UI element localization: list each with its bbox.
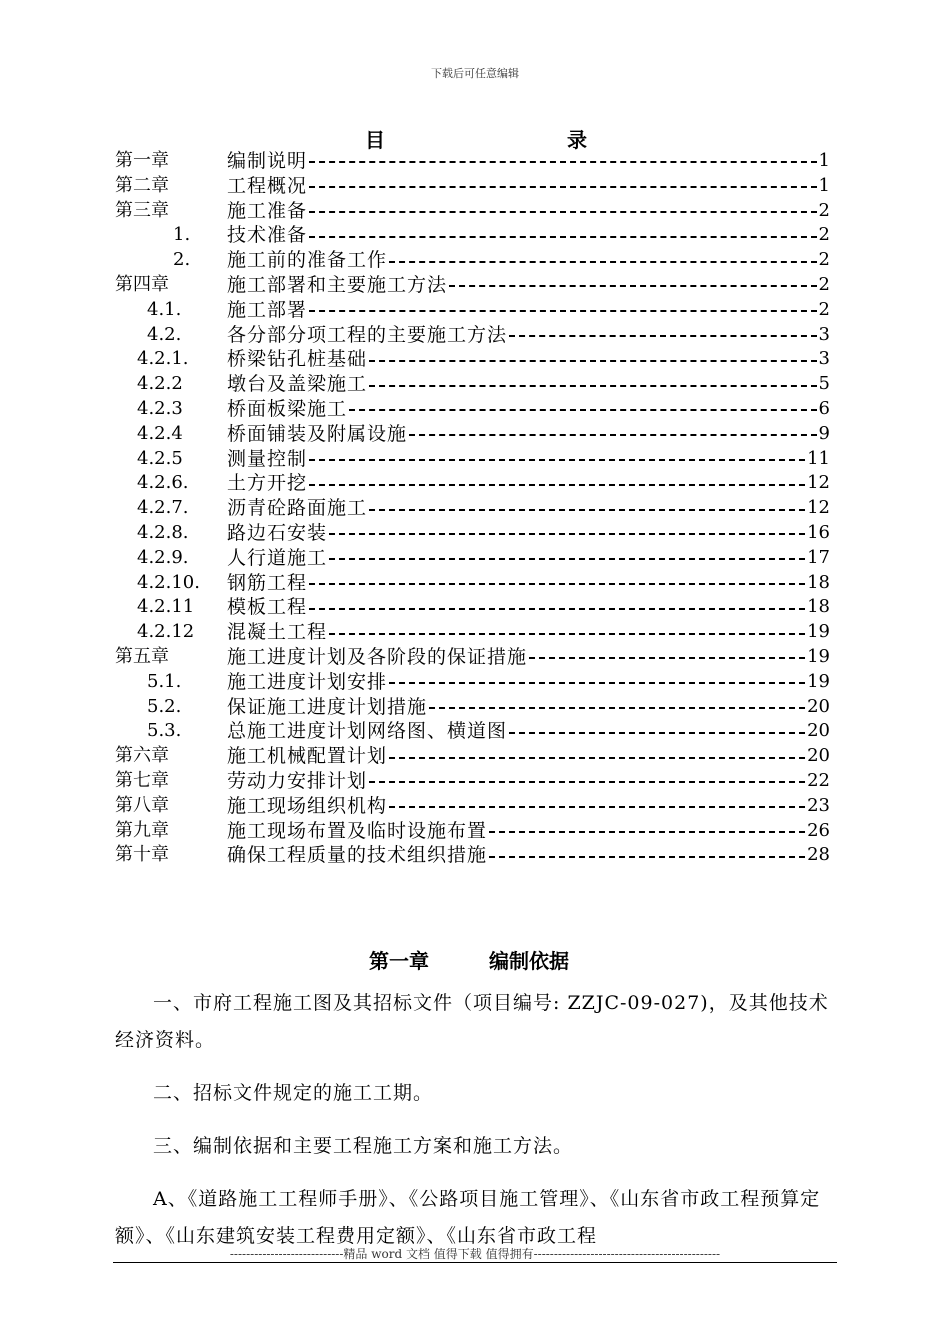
toc-entry-number: 第六章 bbox=[115, 745, 169, 767]
toc-entry-label: 土方开挖 bbox=[227, 472, 308, 495]
toc-entry-page: 20 bbox=[807, 745, 830, 767]
toc-entry[interactable] bbox=[115, 521, 830, 546]
toc-entry-number: 4.2.12 bbox=[137, 621, 195, 643]
toc-entry[interactable] bbox=[115, 447, 830, 472]
toc-leader-line bbox=[309, 236, 817, 238]
toc-entry-page: 20 bbox=[807, 720, 830, 742]
toc-entry-label: 桥面铺装及附属设施 bbox=[227, 422, 408, 445]
toc-entry-page: 1 bbox=[818, 174, 830, 196]
toc-leader-line bbox=[309, 310, 817, 312]
toc-entry-number: 4.2.4 bbox=[137, 422, 183, 444]
toc-entry-page: 3 bbox=[818, 323, 830, 345]
toc-entry-label: 劳动力安排计划 bbox=[227, 769, 368, 792]
toc-entry-page: 28 bbox=[807, 844, 830, 866]
toc-entry-number: 第七章 bbox=[115, 769, 169, 791]
toc-entry[interactable] bbox=[115, 620, 830, 645]
toc-entry-label: 各分部分项工程的主要施工方法 bbox=[227, 323, 508, 346]
chapter-number: 第一章 bbox=[369, 949, 429, 973]
toc-entry-page: 22 bbox=[807, 769, 830, 791]
toc-entry-page: 11 bbox=[807, 447, 830, 469]
toc-entry-number: 4.2. bbox=[147, 323, 182, 345]
toc-leader-line bbox=[309, 583, 805, 585]
toc-entry-number: 4.2.2 bbox=[137, 373, 183, 395]
toc-entry-label: 测量控制 bbox=[227, 447, 308, 470]
toc-entry[interactable] bbox=[115, 595, 830, 620]
toc-leader-line bbox=[409, 434, 817, 436]
toc-entry-page: 16 bbox=[807, 521, 830, 543]
toc-entry-page: 20 bbox=[807, 695, 830, 717]
toc-entry-number: 4.2.1. bbox=[137, 348, 189, 370]
toc-entry-number: 第四章 bbox=[115, 273, 169, 295]
toc-entry[interactable] bbox=[115, 695, 830, 720]
toc-entry-label: 路边石安装 bbox=[227, 521, 328, 544]
toc-entry-number: 1. bbox=[173, 224, 191, 246]
toc-entry-label: 技术准备 bbox=[227, 224, 308, 247]
toc-entry[interactable] bbox=[115, 248, 830, 273]
toc-entry-page: 3 bbox=[818, 348, 830, 370]
toc-entry[interactable] bbox=[115, 273, 830, 298]
toc-entry-label: 确保工程质量的技术组织措施 bbox=[227, 844, 488, 867]
toc-entry-number: 4.2.8. bbox=[137, 521, 189, 543]
toc-leader-line bbox=[369, 781, 805, 783]
toc-entry[interactable] bbox=[115, 496, 830, 521]
toc-entry-label: 施工前的准备工作 bbox=[227, 249, 388, 272]
toc-leader-line bbox=[309, 186, 817, 188]
toc-entry-label: 工程概况 bbox=[227, 174, 308, 197]
toc-leader-line bbox=[389, 682, 805, 684]
toc-entry[interactable] bbox=[115, 199, 830, 224]
toc-entry-page: 1 bbox=[818, 150, 830, 171]
toc-entry[interactable] bbox=[115, 323, 830, 348]
toc-entry-number: 第一章 bbox=[115, 150, 169, 171]
toc-entry-number: 4.2.11 bbox=[137, 596, 195, 618]
toc-leader-line bbox=[329, 558, 805, 560]
toc-entry-label: 模板工程 bbox=[227, 596, 308, 619]
toc-entry-label: 施工部署和主要施工方法 bbox=[227, 273, 448, 296]
toc-entry-page: 2 bbox=[818, 298, 830, 320]
toc-entry-number: 4.2.3 bbox=[137, 397, 183, 419]
toc-leader-line bbox=[429, 707, 805, 709]
toc-entry-number: 4.2.9. bbox=[137, 546, 189, 568]
toc-entry-number: 5.1. bbox=[147, 670, 182, 692]
toc-entry-number: 第三章 bbox=[115, 199, 169, 221]
toc-title-char-2: 录 bbox=[567, 128, 587, 152]
toc-leader-line bbox=[329, 533, 805, 535]
toc-leader-line bbox=[329, 633, 805, 635]
toc-leader-line bbox=[509, 732, 805, 734]
toc-leader-line bbox=[489, 831, 805, 833]
toc-entry-label: 钢筋工程 bbox=[227, 571, 308, 594]
toc-leader-line bbox=[369, 360, 817, 362]
toc-entry[interactable] bbox=[115, 174, 830, 199]
toc-leader-line bbox=[449, 285, 817, 287]
chapter-title: 编制依据 bbox=[489, 949, 569, 973]
toc-entry-page: 9 bbox=[818, 422, 830, 444]
toc-entry[interactable] bbox=[115, 819, 830, 844]
toc-title bbox=[0, 124, 950, 152]
toc-entry-page: 2 bbox=[818, 273, 830, 295]
toc-leader-line bbox=[489, 856, 805, 858]
toc-entry-label: 人行道施工 bbox=[227, 546, 328, 569]
toc-entry-label: 施工进度计划安排 bbox=[227, 670, 388, 693]
toc-leader-line bbox=[309, 161, 817, 163]
toc-entry-page: 19 bbox=[807, 621, 830, 643]
paragraph: A、《道路施工工程师手册》、《公路项目施工管理》、《山东省市政工程预算定额》、《山东建筑安装工程费用定额》、《山东省市政工程 bbox=[115, 1188, 821, 1247]
toc-entry-page: 2 bbox=[818, 224, 830, 246]
toc-entry-page: 6 bbox=[818, 397, 830, 419]
toc-leader-line bbox=[309, 459, 805, 461]
toc-entry-label: 施工部署 bbox=[227, 298, 308, 321]
paragraph: 一、市府工程施工图及其招标文件（项目编号: ZZJC-09-027)，及其他技术经济资料。 bbox=[115, 992, 829, 1051]
toc-entry[interactable] bbox=[115, 149, 830, 174]
toc-leader-line bbox=[349, 409, 817, 411]
toc-entry[interactable] bbox=[115, 670, 830, 695]
toc-entry[interactable] bbox=[115, 372, 830, 397]
table-of-contents bbox=[115, 149, 830, 868]
toc-entry-number: 2. bbox=[173, 249, 191, 271]
toc-entry-page: 18 bbox=[807, 571, 830, 593]
toc-entry-page: 26 bbox=[807, 819, 830, 841]
toc-entry-page: 2 bbox=[818, 249, 830, 271]
toc-entry-page: 2 bbox=[818, 199, 830, 221]
toc-entry-number: 4.2.10. bbox=[137, 571, 200, 593]
toc-entry-label: 施工机械配置计划 bbox=[227, 745, 388, 768]
toc-leader-line bbox=[509, 335, 817, 337]
toc-entry-label: 施工进度计划及各阶段的保证措施 bbox=[227, 645, 528, 668]
toc-leader-line bbox=[369, 509, 805, 511]
toc-leader-line bbox=[389, 757, 805, 759]
toc-entry[interactable] bbox=[115, 546, 830, 571]
toc-entry-number: 第十章 bbox=[115, 844, 169, 866]
toc-entry-number: 4.1. bbox=[147, 298, 182, 320]
toc-leader-line bbox=[309, 484, 805, 486]
toc-entry-number: 第二章 bbox=[115, 174, 169, 196]
toc-leader-line bbox=[389, 806, 805, 808]
toc-entry-number: 4.2.5 bbox=[137, 447, 183, 469]
toc-entry-label: 沥青砼路面施工 bbox=[227, 497, 368, 520]
toc-entry[interactable] bbox=[115, 571, 830, 596]
body-text bbox=[115, 985, 837, 1255]
toc-entry[interactable] bbox=[115, 347, 830, 372]
toc-leader-line bbox=[369, 385, 817, 387]
toc-entry-number: 第五章 bbox=[115, 645, 169, 667]
toc-entry-number: 5.3. bbox=[147, 720, 182, 742]
toc-entry-label: 施工准备 bbox=[227, 199, 308, 222]
toc-entry-page: 12 bbox=[807, 472, 830, 494]
toc-entry-label: 墩台及盖梁施工 bbox=[227, 373, 368, 396]
toc-entry-page: 12 bbox=[807, 497, 830, 519]
toc-entry-page: 19 bbox=[807, 645, 830, 667]
toc-entry-label: 混凝土工程 bbox=[227, 621, 328, 644]
toc-entry-label: 施工现场布置及临时设施布置 bbox=[227, 819, 488, 842]
toc-entry-label: 桥面板梁施工 bbox=[227, 397, 348, 420]
toc-leader-line bbox=[529, 657, 805, 659]
footer-note: ----------------------------精品 word 文档 值得下载 值得拥有---------------------------------------------- bbox=[229, 1247, 721, 1261]
chapter-heading bbox=[0, 945, 950, 975]
toc-entry-number: 5.2. bbox=[147, 695, 182, 717]
toc-entry[interactable] bbox=[115, 769, 830, 794]
toc-entry-label: 编制说明 bbox=[227, 150, 308, 172]
toc-entry[interactable] bbox=[115, 223, 830, 248]
toc-entry-page: 19 bbox=[807, 670, 830, 692]
toc-entry[interactable] bbox=[115, 719, 830, 744]
toc-entry-page: 5 bbox=[818, 373, 830, 395]
toc-entry-number: 4.2.6. bbox=[137, 472, 189, 494]
toc-entry[interactable] bbox=[115, 843, 830, 868]
toc-entry[interactable] bbox=[115, 298, 830, 323]
toc-entry[interactable] bbox=[115, 471, 830, 496]
toc-leader-line bbox=[389, 261, 817, 263]
toc-title-char-1: 目 bbox=[365, 128, 385, 152]
toc-entry-number: 4.2.7. bbox=[137, 497, 189, 519]
footer-divider bbox=[113, 1262, 837, 1263]
toc-entry-label: 总施工进度计划网络图、横道图 bbox=[227, 720, 508, 743]
toc-entry[interactable] bbox=[115, 397, 830, 422]
toc-entry-page: 23 bbox=[807, 794, 830, 816]
toc-leader-line bbox=[309, 211, 817, 213]
toc-entry[interactable] bbox=[115, 645, 830, 670]
toc-entry-page: 18 bbox=[807, 596, 830, 618]
toc-entry-label: 桥梁钻孔桩基础 bbox=[227, 348, 368, 371]
toc-entry-page: 17 bbox=[807, 546, 830, 568]
toc-entry[interactable] bbox=[115, 422, 830, 447]
toc-entry-label: 保证施工进度计划措施 bbox=[227, 695, 428, 718]
toc-entry-label: 施工现场组织机构 bbox=[227, 794, 388, 817]
toc-entry-number: 第九章 bbox=[115, 819, 169, 841]
header-note: 下载后可任意编辑 bbox=[431, 67, 519, 80]
toc-leader-line bbox=[309, 608, 805, 610]
paragraph: 二、招标文件规定的施工工期。 bbox=[153, 1082, 434, 1104]
toc-entry[interactable] bbox=[115, 744, 830, 769]
paragraph: 三、编制依据和主要工程施工方案和施工方法。 bbox=[153, 1135, 574, 1157]
toc-entry-number: 第八章 bbox=[115, 794, 169, 816]
toc-entry[interactable] bbox=[115, 794, 830, 819]
